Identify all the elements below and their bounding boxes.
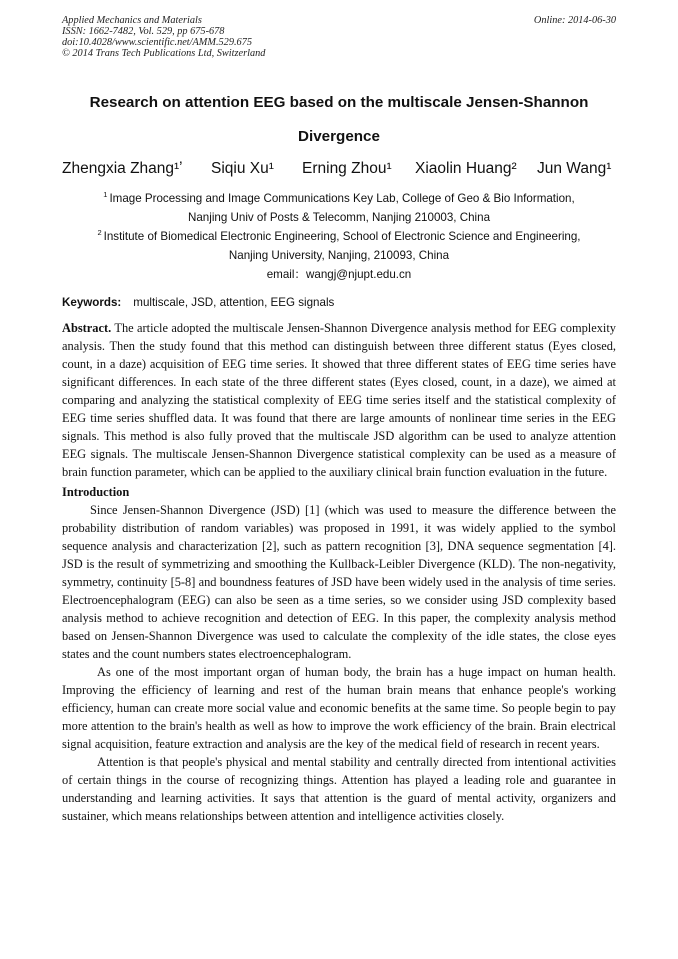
author-name: Xiaolin Huang² xyxy=(415,160,517,177)
publication-header xyxy=(62,15,616,59)
author-name: Zhengxia Zhang¹ʼ xyxy=(62,160,183,177)
affiliations xyxy=(62,189,616,284)
affiliation-1-line-2: Nanjing Univ of Posts & Telecomm, Nanjing 210003, China xyxy=(187,211,491,224)
abstract xyxy=(62,319,616,481)
affiliation-2-line-1: $^2$ Institute of Biomedical Electronic Engineering, School of Electronic Science and Engineering, xyxy=(97,228,581,243)
affiliation-1-line-1: $^1$ Image Processing and Image Communications Key Lab, College of Geo & Bio Information, xyxy=(103,190,575,205)
paper-title: Research on attention EEG based on the multiscale Jensen-Shannon Divergence xyxy=(89,94,589,145)
abstract-label: Abstract. xyxy=(62,321,112,335)
issn-line: ISSN: 1662-7482, Vol. 529, pp 675-678 xyxy=(62,26,225,37)
online-date: Online: 2014-06-30 xyxy=(533,15,616,26)
doi-line: doi:10.4028/www.scientific.net/AMM.529.675 xyxy=(62,37,252,48)
email-line: email：wangj@njupt.edu.cn xyxy=(266,268,412,281)
author-name: Erning Zhou¹ xyxy=(302,160,392,177)
abstract-text: The article adopted the multiscale Jensen-Shannon Divergence analysis method for EEG complexity analysis. Then the study found that this method can distinguish between three different status (Eyes closed, count, in a daze) acquisition of EEG time series. It showed that three different states of EEG time series have significant differences. In each state of the three different states (Eyes closed, count, in a daze), we aimed at comparing and analyzing the statistical complexity of EEG time series itself and the statistical complexity of EEG time series shuffled data. It was found that there are large amounts of nonlinear time series in the EEG signals. This method is also fully proved that the multiscale JSD algorithm can be used to analyze attention EEG signals. The multiscale Jensen-Shannon Divergence statistical complexity can be used as a measure of brain function parameter, which can be applied to the auxiliary clinical brain function evaluation in the future. xyxy=(62,321,616,479)
copyright-line: © 2014 Trans Tech Publications Ltd, Switzerland xyxy=(62,48,266,59)
keywords xyxy=(62,295,616,311)
affiliation-mark: 2 xyxy=(97,228,102,237)
body-paragraph: Since Jensen-Shannon Divergence (JSD) [1] (which was used to measure the difference between the probability distribution of random variables) was proposed in 1991, it was widely applied to the symbol sequence analysis and characterization [2], such as pattern recognition [3], DNA sequence segmentation [4]. JSD is the result of symmetrizing and smoothing the Kullback-Leibler Divergence (KLD). The non-negativity, symmetry, continuity [5-8] and boundness features of JSD have been widely used in the analysis of time series. Electroencephalogram (EEG) can also be seen as a time series, so we consider using JSD complexity based analysis method to achieve recognition and detection of EEG. In this paper, the complexity analysis method based on Jensen-Shannon Divergence was used to calculate the complexity of the idle states, the close eyes states and the count numbers states electroencephalogram. xyxy=(62,503,616,661)
body-paragraph: As one of the most important organ of human body, the brain has a huge impact on human health. Improving the efficiency of learning and rest of the human brain means that enhance people's working efficiency, human can create more social value and economic benefits at the same time. So people begin to pay more attention to the brain's health as well as how to improve the work efficiency of the brain. Brain electrical signal acquisition, feature extraction and analysis are the key of the medical field of research in recent years. xyxy=(62,665,616,751)
author-name: Siqiu Xu¹ xyxy=(211,160,274,177)
section-heading-introduction: Introduction xyxy=(62,485,130,499)
author-name: Jun Wang¹ xyxy=(537,160,612,177)
keywords-text: multiscale, JSD, attention, EEG signals xyxy=(133,296,335,309)
keywords-label: Keywords: xyxy=(62,296,122,309)
affiliation-mark: 1 xyxy=(103,190,108,199)
body-paragraph: Attention is that people's physical and mental stability and centrally directed from intentional activities of certain things in the course of recognizing things. Attention has played a leading role and guarantee in understanding and learning activities. It says that attention is the guard of mental activity, organizers and sustainer, which means relationships between attention and intelligence activities closely. xyxy=(62,755,616,823)
journal-name: Applied Mechanics and Materials xyxy=(62,15,202,26)
affiliation-2-line-2: Nanjing University, Nanjing, 210093, China xyxy=(228,249,450,262)
paper-body xyxy=(62,319,616,825)
